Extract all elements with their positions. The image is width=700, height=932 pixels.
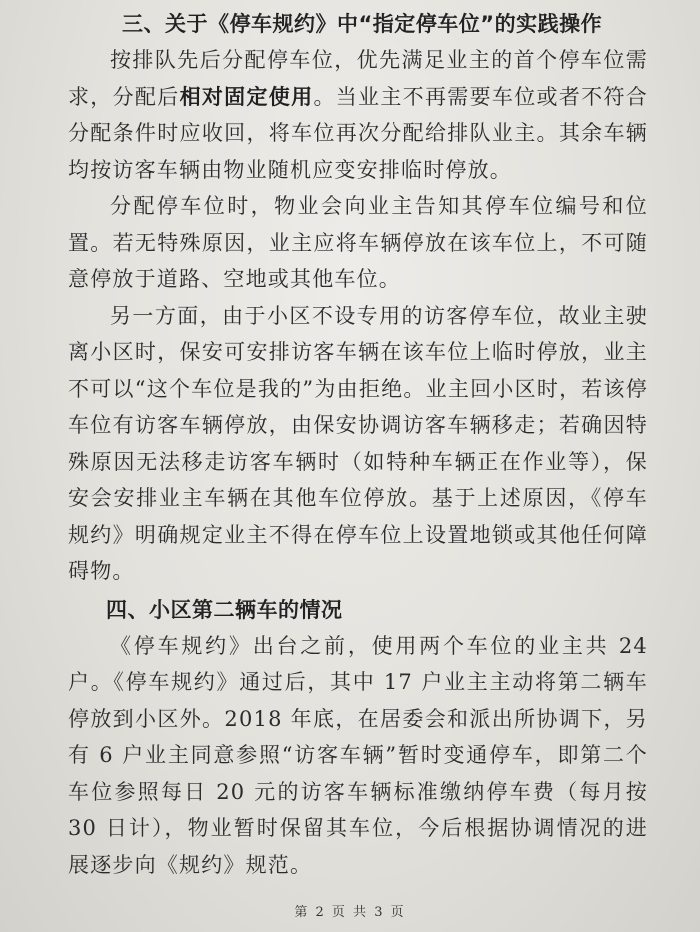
section-3-paragraph-1 [68,42,648,188]
section-4-paragraph-1: 《停车规约》出台之前，使用两个车位的业主共 24 户。《停车规约》通过后，其中 17 户业主主动将第二辆车停放到小区外。2018 年底，在居委会和派出所协调下，另有 6 户业主同意参照“访客车辆”暂时变通停车，即第二个车位参照每日 20 元的访客车辆标准缴纳停车费（每月按 30 日计），物业暂时保留其车位，今后根据协调情况的进展逐步向《规约》规范。 [68,633,648,877]
paragraph-text: 。当业主不再需要车位或者不符合分配条件时应收回，将车位再次分配给排队业主。其余车辆均按访客车辆由物业随机应变安排临时停放。 [68,84,649,182]
page-number-footer: 第 2 页 共 3 页 [294,905,406,920]
section-3-paragraph-3: 另一方面，由于小区不设专用的访客停车位，故业主驶离小区时，保安可安排访客车辆在该车位上临时停放，业主不可以“这个车位是我的”为由拒绝。业主回小区时，若该停车位有访客车辆停放，由保安协调访客车辆移走；若确因特殊原因无法移走访客车辆时（如特种车辆正在作业等），保安会安排业主车辆在其他车位停放。基于上述原因，《停车规约》明确规定业主不得在停车位上设置地锁或其他任何障碍物。 [68,303,648,583]
document-body [68,6,648,883]
section-3-heading: 三、关于《停车规约》中“指定停车位”的实践操作 [122,12,603,36]
section-4-heading: 四、小区第二辆车的情况 [106,597,343,622]
section-3-paragraph-2: 分配停车位时，物业会向业主告知其停车位编号和位置。若无特殊原因，业主应将车辆停放在该车位上，不可随意停放于道路、空地或其他车位。 [68,194,648,291]
bold-phrase: 相对固定使用 [179,84,314,109]
paragraph-text: 按排队先后分配停车位，优先满足业主的首个停车位需求，分配后 [68,48,648,109]
